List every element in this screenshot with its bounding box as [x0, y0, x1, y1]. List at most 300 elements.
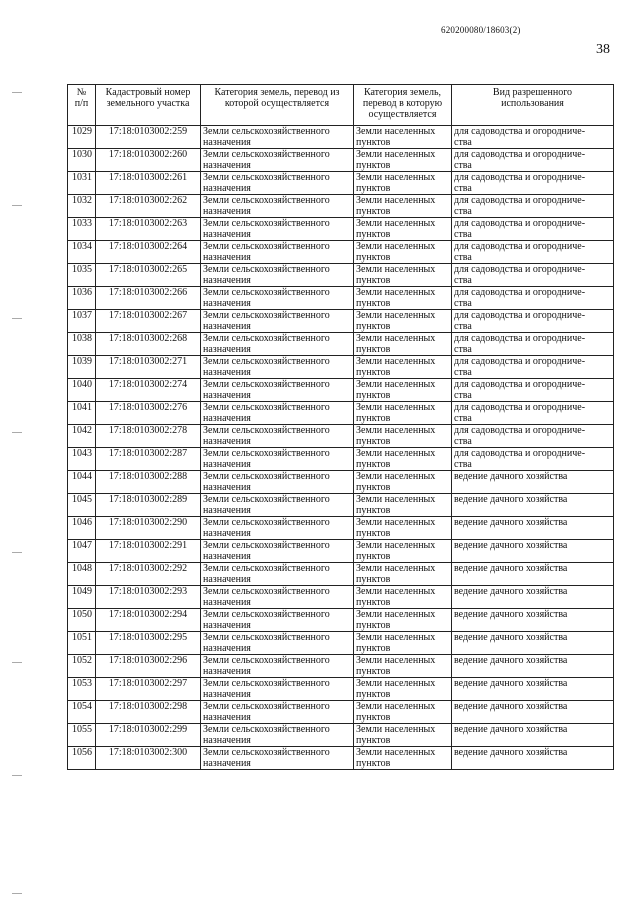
category-to-line: Земли населенных — [356, 379, 436, 390]
permitted-use-line: для садоводства и огородниче- — [454, 195, 586, 206]
category-from — [201, 287, 354, 310]
category-to — [354, 379, 452, 402]
category-from — [201, 494, 354, 517]
row-number: 1037 — [68, 310, 96, 333]
category-to-line: пунктов — [356, 344, 391, 355]
category-to — [354, 264, 452, 287]
permitted-use — [452, 287, 614, 310]
category-from-line: Земли сельскохозяйственного — [203, 586, 330, 597]
category-to-line: пунктов — [356, 137, 391, 148]
cadastral-number: 17:18:0103002:276 — [96, 402, 201, 425]
category-from-line: Земли сельскохозяйственного — [203, 149, 330, 160]
category-from-line: назначения — [203, 321, 251, 332]
permitted-use-line: ведение дачного хозяйства — [454, 540, 568, 551]
category-from-line: назначения — [203, 505, 251, 516]
category-from-line: назначения — [203, 229, 251, 240]
row-number: 1042 — [68, 425, 96, 448]
category-to-line: пунктов — [356, 505, 391, 516]
row-number: 1050 — [68, 609, 96, 632]
category-from-line: назначения — [203, 689, 251, 700]
category-from — [201, 563, 354, 586]
permitted-use-line: ведение дачного хозяйства — [454, 609, 568, 620]
category-from — [201, 540, 354, 563]
table-row — [68, 655, 614, 678]
category-to-line: пунктов — [356, 482, 391, 493]
permitted-use-line: для садоводства и огородниче- — [454, 333, 586, 344]
permitted-use-line: для садоводства и огородниче- — [454, 287, 586, 298]
category-from — [201, 701, 354, 724]
category-to — [354, 356, 452, 379]
category-from — [201, 678, 354, 701]
category-to-line: Земли населенных — [356, 310, 436, 321]
header-line: осуществляется — [368, 109, 437, 120]
permitted-use — [452, 632, 614, 655]
row-number: 1040 — [68, 379, 96, 402]
cadastral-number: 17:18:0103002:289 — [96, 494, 201, 517]
permitted-use — [452, 402, 614, 425]
category-from-line: Земли сельскохозяйственного — [203, 563, 330, 574]
cadastral-number: 17:18:0103002:299 — [96, 724, 201, 747]
category-from-line: Земли сельскохозяйственного — [203, 540, 330, 551]
permitted-use — [452, 540, 614, 563]
category-to-line: пунктов — [356, 252, 391, 263]
column-header-permitted-use — [452, 85, 614, 126]
header-line: земельного участка — [106, 98, 190, 109]
permitted-use — [452, 195, 614, 218]
category-from-line: назначения — [203, 735, 251, 746]
category-from-line: назначения — [203, 597, 251, 608]
permitted-use-line: для садоводства и огородниче- — [454, 310, 586, 321]
document-number: 620200080/18603(2) — [441, 25, 521, 35]
category-from-line: назначения — [203, 758, 251, 769]
table-row — [68, 149, 614, 172]
category-from-line: назначения — [203, 275, 251, 286]
row-number: 1029 — [68, 126, 96, 149]
margin-mark — [12, 552, 22, 553]
category-to — [354, 126, 452, 149]
category-to — [354, 241, 452, 264]
permitted-use-line: ведение дачного хозяйства — [454, 494, 568, 505]
category-from-line: назначения — [203, 183, 251, 194]
table-row — [68, 172, 614, 195]
category-from — [201, 149, 354, 172]
category-to-line: Земли населенных — [356, 724, 436, 735]
table-row — [68, 333, 614, 356]
category-from — [201, 333, 354, 356]
category-to-line: пунктов — [356, 459, 391, 470]
row-number: 1034 — [68, 241, 96, 264]
margin-mark — [12, 205, 22, 206]
category-from-line: Земли сельскохозяйственного — [203, 609, 330, 620]
category-from-line: Земли сельскохозяйственного — [203, 747, 330, 758]
page-number: 38 — [596, 42, 610, 57]
category-to — [354, 609, 452, 632]
row-number: 1036 — [68, 287, 96, 310]
permitted-use-line: ведение дачного хозяйства — [454, 724, 568, 735]
cadastral-number: 17:18:0103002:291 — [96, 540, 201, 563]
cadastral-number: 17:18:0103002:293 — [96, 586, 201, 609]
permitted-use-line: для садоводства и огородниче- — [454, 264, 586, 275]
category-to — [354, 448, 452, 471]
permitted-use-line: ведение дачного хозяйства — [454, 632, 568, 643]
category-from-line: Земли сельскохозяйственного — [203, 425, 330, 436]
column-header-number — [68, 85, 96, 126]
category-to — [354, 632, 452, 655]
permitted-use — [452, 655, 614, 678]
table-row — [68, 678, 614, 701]
category-to — [354, 701, 452, 724]
category-to — [354, 425, 452, 448]
cadastral-number: 17:18:0103002:261 — [96, 172, 201, 195]
permitted-use-line: ведение дачного хозяйства — [454, 471, 568, 482]
category-from-line: Земли сельскохозяйственного — [203, 494, 330, 505]
table-body — [68, 126, 614, 770]
category-to — [354, 540, 452, 563]
header-line: п/п — [74, 98, 89, 109]
category-from-line: назначения — [203, 252, 251, 263]
category-from-line: Земли сельскохозяйственного — [203, 724, 330, 735]
category-to-line: Земли населенных — [356, 471, 436, 482]
permitted-use-line: для садоводства и огородниче- — [454, 402, 586, 413]
permitted-use-line: для садоводства и огородниче- — [454, 356, 586, 367]
table-row — [68, 310, 614, 333]
category-to-line: Земли населенных — [356, 586, 436, 597]
category-to-line: Земли населенных — [356, 517, 436, 528]
permitted-use-line: ства — [454, 206, 472, 217]
cadastral-number: 17:18:0103002:300 — [96, 747, 201, 770]
permitted-use — [452, 310, 614, 333]
category-to — [354, 149, 452, 172]
table-row — [68, 540, 614, 563]
category-from-line: Земли сельскохозяйственного — [203, 218, 330, 229]
category-from — [201, 747, 354, 770]
header-line: использования — [501, 98, 564, 109]
category-to — [354, 655, 452, 678]
category-to-line: Земли населенных — [356, 172, 436, 183]
category-from-line: назначения — [203, 459, 251, 470]
category-to-line: пунктов — [356, 528, 391, 539]
header-line: Категория земель, перевод из — [214, 87, 340, 98]
category-from-line: Земли сельскохозяйственного — [203, 172, 330, 183]
category-to-line: пунктов — [356, 413, 391, 424]
category-to — [354, 471, 452, 494]
category-to-line: Земли населенных — [356, 563, 436, 574]
permitted-use-line: ства — [454, 275, 472, 286]
permitted-use-line: ства — [454, 229, 472, 240]
permitted-use — [452, 563, 614, 586]
permitted-use — [452, 724, 614, 747]
permitted-use — [452, 172, 614, 195]
table-row — [68, 402, 614, 425]
permitted-use — [452, 701, 614, 724]
permitted-use — [452, 494, 614, 517]
permitted-use-line: ведение дачного хозяйства — [454, 678, 568, 689]
row-number: 1053 — [68, 678, 96, 701]
category-from-line: Земли сельскохозяйственного — [203, 333, 330, 344]
category-to-line: пунктов — [356, 367, 391, 378]
row-number: 1035 — [68, 264, 96, 287]
table-row — [68, 471, 614, 494]
category-to-line: Земли населенных — [356, 241, 436, 252]
category-from-line: назначения — [203, 390, 251, 401]
cadastral-number: 17:18:0103002:298 — [96, 701, 201, 724]
category-from — [201, 356, 354, 379]
category-to-line: пунктов — [356, 206, 391, 217]
category-from — [201, 379, 354, 402]
category-from-line: Земли сельскохозяйственного — [203, 241, 330, 252]
category-to-line: Земли населенных — [356, 149, 436, 160]
permitted-use — [452, 517, 614, 540]
cadastral-number: 17:18:0103002:260 — [96, 149, 201, 172]
permitted-use-line: для садоводства и огородниче- — [454, 448, 586, 459]
cadastral-number: 17:18:0103002:259 — [96, 126, 201, 149]
category-to — [354, 287, 452, 310]
category-from-line: Земли сельскохозяйственного — [203, 195, 330, 206]
row-number: 1032 — [68, 195, 96, 218]
category-to — [354, 517, 452, 540]
category-from-line: назначения — [203, 551, 251, 562]
table-row — [68, 701, 614, 724]
permitted-use — [452, 264, 614, 287]
category-from — [201, 517, 354, 540]
category-from — [201, 586, 354, 609]
category-to-line: пунктов — [356, 666, 391, 677]
header-line: перевод в которую — [362, 98, 443, 109]
category-to-line: Земли населенных — [356, 356, 436, 367]
category-from-line: Земли сельскохозяйственного — [203, 701, 330, 712]
category-to-line: пунктов — [356, 643, 391, 654]
category-to — [354, 747, 452, 770]
table-row — [68, 126, 614, 149]
category-to-line: пунктов — [356, 712, 391, 723]
category-from-line: назначения — [203, 666, 251, 677]
category-to-line: Земли населенных — [356, 264, 436, 275]
category-to-line: пунктов — [356, 574, 391, 585]
permitted-use-line: ства — [454, 344, 472, 355]
permitted-use-line: для садоводства и огородниче- — [454, 149, 586, 160]
category-to-line: Земли населенных — [356, 609, 436, 620]
table-row — [68, 425, 614, 448]
permitted-use-line: ства — [454, 390, 472, 401]
category-from — [201, 126, 354, 149]
cadastral-number: 17:18:0103002:267 — [96, 310, 201, 333]
cadastral-number: 17:18:0103002:287 — [96, 448, 201, 471]
permitted-use-line: ства — [454, 252, 472, 263]
header-line: которой осуществляется — [224, 98, 330, 109]
row-number: 1033 — [68, 218, 96, 241]
category-from — [201, 724, 354, 747]
category-from-line: Земли сельскохозяйственного — [203, 678, 330, 689]
permitted-use — [452, 333, 614, 356]
table-row — [68, 632, 614, 655]
category-from-line: назначения — [203, 413, 251, 424]
permitted-use — [452, 471, 614, 494]
category-to-line: Земли населенных — [356, 287, 436, 298]
category-to — [354, 563, 452, 586]
permitted-use-line: для садоводства и огородниче- — [454, 379, 586, 390]
category-to-line: Земли населенных — [356, 402, 436, 413]
permitted-use — [452, 241, 614, 264]
table-row — [68, 586, 614, 609]
cadastral-number: 17:18:0103002:264 — [96, 241, 201, 264]
category-to-line: Земли населенных — [356, 655, 436, 666]
margin-mark — [12, 893, 22, 894]
cadastral-number: 17:18:0103002:268 — [96, 333, 201, 356]
row-number: 1052 — [68, 655, 96, 678]
row-number: 1045 — [68, 494, 96, 517]
category-from-line: назначения — [203, 528, 251, 539]
permitted-use-line: ведение дачного хозяйства — [454, 701, 568, 712]
category-from — [201, 632, 354, 655]
permitted-use — [452, 609, 614, 632]
permitted-use — [452, 149, 614, 172]
row-number: 1054 — [68, 701, 96, 724]
column-header-category-from — [201, 85, 354, 126]
table-row — [68, 218, 614, 241]
category-from — [201, 241, 354, 264]
row-number: 1051 — [68, 632, 96, 655]
cadastral-number: 17:18:0103002:274 — [96, 379, 201, 402]
permitted-use-line: для садоводства и огородниче- — [454, 218, 586, 229]
category-from-line: Земли сельскохозяйственного — [203, 356, 330, 367]
cadastral-number: 17:18:0103002:294 — [96, 609, 201, 632]
row-number: 1047 — [68, 540, 96, 563]
category-to — [354, 586, 452, 609]
row-number: 1039 — [68, 356, 96, 379]
category-to-line: пунктов — [356, 551, 391, 562]
category-from-line: назначения — [203, 160, 251, 171]
margin-mark — [12, 775, 22, 776]
category-to-line: Земли населенных — [356, 126, 436, 137]
category-from-line: назначения — [203, 436, 251, 447]
margin-mark — [12, 318, 22, 319]
row-number: 1056 — [68, 747, 96, 770]
category-from-line: Земли сельскохозяйственного — [203, 310, 330, 321]
category-to-line: Земли населенных — [356, 678, 436, 689]
permitted-use-line: ства — [454, 137, 472, 148]
category-from-line: назначения — [203, 712, 251, 723]
category-to-line: пунктов — [356, 321, 391, 332]
permitted-use — [452, 678, 614, 701]
category-from-line: Земли сельскохозяйственного — [203, 287, 330, 298]
category-from-line: Земли сельскохозяйственного — [203, 264, 330, 275]
row-number: 1041 — [68, 402, 96, 425]
category-to — [354, 172, 452, 195]
permitted-use — [452, 425, 614, 448]
permitted-use-line: ведение дачного хозяйства — [454, 563, 568, 574]
category-to-line: пунктов — [356, 689, 391, 700]
category-from-line: Земли сельскохозяйственного — [203, 632, 330, 643]
category-to-line: Земли населенных — [356, 195, 436, 206]
category-to — [354, 195, 452, 218]
row-number: 1048 — [68, 563, 96, 586]
category-from-line: назначения — [203, 367, 251, 378]
permitted-use-line: ства — [454, 367, 472, 378]
permitted-use-line: ства — [454, 459, 472, 470]
category-to — [354, 218, 452, 241]
header-line: Категория земель, — [363, 87, 442, 98]
row-number: 1044 — [68, 471, 96, 494]
row-number: 1038 — [68, 333, 96, 356]
column-header-cadastral — [96, 85, 201, 126]
category-from-line: Земли сельскохозяйственного — [203, 471, 330, 482]
permitted-use-line: ведение дачного хозяйства — [454, 586, 568, 597]
category-to — [354, 724, 452, 747]
table-row — [68, 609, 614, 632]
category-to — [354, 402, 452, 425]
cadastral-number: 17:18:0103002:290 — [96, 517, 201, 540]
permitted-use — [452, 379, 614, 402]
category-from — [201, 195, 354, 218]
permitted-use-line: ведение дачного хозяйства — [454, 517, 568, 528]
category-to-line: пунктов — [356, 735, 391, 746]
category-to-line: пунктов — [356, 298, 391, 309]
table-row — [68, 241, 614, 264]
category-to-line: Земли населенных — [356, 632, 436, 643]
category-to — [354, 333, 452, 356]
category-to — [354, 678, 452, 701]
table-row — [68, 563, 614, 586]
category-from — [201, 655, 354, 678]
row-number: 1031 — [68, 172, 96, 195]
permitted-use — [452, 586, 614, 609]
table-row — [68, 724, 614, 747]
permitted-use-line: для садоводства и огородниче- — [454, 172, 586, 183]
permitted-use-line: ведение дачного хозяйства — [454, 655, 568, 666]
row-number: 1046 — [68, 517, 96, 540]
category-to-line: пунктов — [356, 160, 391, 171]
category-from — [201, 264, 354, 287]
header-line: Вид разрешенного — [492, 87, 573, 98]
row-number: 1043 — [68, 448, 96, 471]
table-row — [68, 287, 614, 310]
category-to-line: Земли населенных — [356, 701, 436, 712]
category-to-line: пунктов — [356, 620, 391, 631]
table-row — [68, 448, 614, 471]
table-row — [68, 517, 614, 540]
category-from-line: назначения — [203, 298, 251, 309]
category-to-line: пунктов — [356, 597, 391, 608]
category-from-line: назначения — [203, 643, 251, 654]
category-to-line: Земли населенных — [356, 494, 436, 505]
cadastral-number: 17:18:0103002:262 — [96, 195, 201, 218]
permitted-use — [452, 126, 614, 149]
permitted-use-line: ства — [454, 298, 472, 309]
table-row — [68, 195, 614, 218]
margin-mark — [12, 432, 22, 433]
cadastral-number: 17:18:0103002:278 — [96, 425, 201, 448]
permitted-use-line: ства — [454, 183, 472, 194]
table-row — [68, 264, 614, 287]
category-from — [201, 609, 354, 632]
cadastral-number: 17:18:0103002:263 — [96, 218, 201, 241]
category-from-line: Земли сельскохозяйственного — [203, 126, 330, 137]
category-to-line: Земли населенных — [356, 425, 436, 436]
cadastral-number: 17:18:0103002:296 — [96, 655, 201, 678]
category-from-line: назначения — [203, 482, 251, 493]
category-from-line: назначения — [203, 344, 251, 355]
category-from — [201, 471, 354, 494]
category-from — [201, 172, 354, 195]
category-from-line: Земли сельскохозяйственного — [203, 448, 330, 459]
category-from-line: назначения — [203, 620, 251, 631]
cadastral-number: 17:18:0103002:292 — [96, 563, 201, 586]
permitted-use-line: ства — [454, 321, 472, 332]
permitted-use — [452, 218, 614, 241]
category-from-line: Земли сельскохозяйственного — [203, 517, 330, 528]
table-row — [68, 379, 614, 402]
permitted-use-line: ства — [454, 436, 472, 447]
